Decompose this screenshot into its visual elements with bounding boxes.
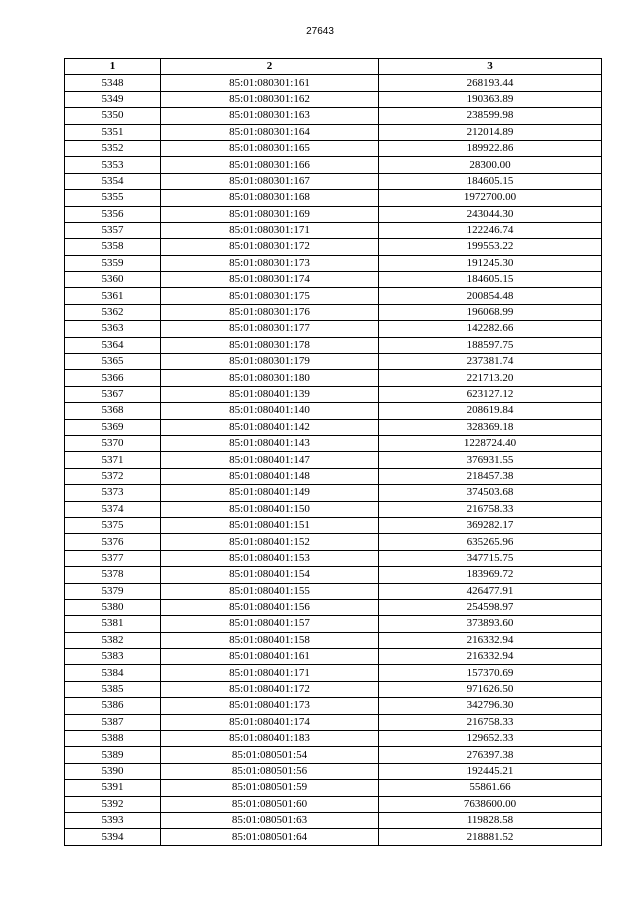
row-number-cell: 5366	[65, 370, 161, 386]
cadastral-number-cell: 85:01:080401:183	[161, 731, 379, 747]
cadastral-value-cell: 190363.89	[379, 91, 602, 107]
cadastral-value-cell: 254598.97	[379, 599, 602, 615]
table-row	[65, 550, 602, 566]
table-row	[65, 354, 602, 370]
cadastral-number-cell: 85:01:080401:171	[161, 665, 379, 681]
cadastral-value-cell: 196068.99	[379, 304, 602, 320]
row-number-cell: 5390	[65, 763, 161, 779]
table-row	[65, 337, 602, 353]
cadastral-number-cell: 85:01:080401:149	[161, 485, 379, 501]
table-row	[65, 812, 602, 828]
cadastral-value-cell: 347715.75	[379, 550, 602, 566]
cadastral-number-cell: 85:01:080301:179	[161, 354, 379, 370]
row-number-cell: 5367	[65, 386, 161, 402]
cadastral-number-cell: 85:01:080301:180	[161, 370, 379, 386]
table-row	[65, 649, 602, 665]
cadastral-number-cell: 85:01:080301:171	[161, 222, 379, 238]
cadastral-value-cell: 189922.86	[379, 140, 602, 156]
row-number-cell: 5377	[65, 550, 161, 566]
cadastral-value-cell: 208619.84	[379, 403, 602, 419]
table-row	[65, 124, 602, 140]
table-row	[65, 714, 602, 730]
cadastral-value-cell: 221713.20	[379, 370, 602, 386]
table-row	[65, 190, 602, 206]
cadastral-value-cell: 183969.72	[379, 567, 602, 583]
cadastral-value-cell: 268193.44	[379, 75, 602, 91]
row-number-cell: 5394	[65, 829, 161, 845]
cadastral-number-cell: 85:01:080401:150	[161, 501, 379, 517]
table-row	[65, 681, 602, 697]
table-row	[65, 288, 602, 304]
cadastral-value-cell: 184605.15	[379, 272, 602, 288]
row-number-cell: 5372	[65, 468, 161, 484]
cadastral-value-cell: 243044.30	[379, 206, 602, 222]
cadastral-value-cell: 218457.38	[379, 468, 602, 484]
row-number-cell: 5354	[65, 173, 161, 189]
cadastral-value-cell: 188597.75	[379, 337, 602, 353]
cadastral-number-cell: 85:01:080401:140	[161, 403, 379, 419]
cadastral-number-cell: 85:01:080401:143	[161, 435, 379, 451]
row-number-cell: 5386	[65, 698, 161, 714]
table-row	[65, 517, 602, 533]
row-number-cell: 5368	[65, 403, 161, 419]
table-row	[65, 665, 602, 681]
cadastral-value-cell: 192445.21	[379, 763, 602, 779]
header-row	[65, 59, 602, 75]
cadastral-number-cell: 85:01:080301:173	[161, 255, 379, 271]
table-row	[65, 583, 602, 599]
cadastral-number-cell: 85:01:080301:164	[161, 124, 379, 140]
cadastral-number-cell: 85:01:080501:54	[161, 747, 379, 763]
table-row	[65, 796, 602, 812]
table-row	[65, 403, 602, 419]
row-number-cell: 5355	[65, 190, 161, 206]
cadastral-value-cell: 1972700.00	[379, 190, 602, 206]
cadastral-value-cell: 191245.30	[379, 255, 602, 271]
cadastral-value-cell: 1228724.40	[379, 435, 602, 451]
table-row	[65, 485, 602, 501]
table-header	[65, 59, 602, 75]
column-header-3: 3	[379, 59, 602, 75]
cadastral-value-cell: 971626.50	[379, 681, 602, 697]
row-number-cell: 5360	[65, 272, 161, 288]
cadastral-value-cell: 157370.69	[379, 665, 602, 681]
table-row	[65, 91, 602, 107]
table-row	[65, 255, 602, 271]
row-number-cell: 5383	[65, 649, 161, 665]
cadastral-value-cell: 7638600.00	[379, 796, 602, 812]
cadastral-number-cell: 85:01:080401:154	[161, 567, 379, 583]
cadastral-value-cell: 216332.94	[379, 632, 602, 648]
cadastral-number-cell: 85:01:080401:139	[161, 386, 379, 402]
table-row	[65, 108, 602, 124]
row-number-cell: 5384	[65, 665, 161, 681]
cadastral-number-cell: 85:01:080401:161	[161, 649, 379, 665]
table-row	[65, 75, 602, 91]
column-header-1: 1	[65, 59, 161, 75]
cadastral-number-cell: 85:01:080501:64	[161, 829, 379, 845]
cadastral-value-cell: 122246.74	[379, 222, 602, 238]
table-row	[65, 370, 602, 386]
cadastral-value-cell: 623127.12	[379, 386, 602, 402]
column-header-2: 2	[161, 59, 379, 75]
cadastral-value-cell: 55861.66	[379, 780, 602, 796]
cadastral-number-cell: 85:01:080301:166	[161, 157, 379, 173]
table-row	[65, 501, 602, 517]
table-row	[65, 206, 602, 222]
row-number-cell: 5376	[65, 534, 161, 550]
row-number-cell: 5359	[65, 255, 161, 271]
cadastral-value-cell: 216758.33	[379, 501, 602, 517]
cadastral-number-cell: 85:01:080401:151	[161, 517, 379, 533]
cadastral-number-cell: 85:01:080401:156	[161, 599, 379, 615]
table-row	[65, 698, 602, 714]
row-number-cell: 5348	[65, 75, 161, 91]
row-number-cell: 5349	[65, 91, 161, 107]
table-body	[65, 75, 602, 845]
table-row	[65, 829, 602, 845]
cadastral-value-cell: 373893.60	[379, 616, 602, 632]
cadastral-number-cell: 85:01:080401:158	[161, 632, 379, 648]
cadastral-value-cell: 216758.33	[379, 714, 602, 730]
row-number-cell: 5375	[65, 517, 161, 533]
row-number-cell: 5389	[65, 747, 161, 763]
cadastral-number-cell: 85:01:080301:177	[161, 321, 379, 337]
table-row	[65, 780, 602, 796]
row-number-cell: 5385	[65, 681, 161, 697]
row-number-cell: 5379	[65, 583, 161, 599]
cadastral-value-cell: 238599.98	[379, 108, 602, 124]
row-number-cell: 5381	[65, 616, 161, 632]
cadastral-number-cell: 85:01:080501:56	[161, 763, 379, 779]
cadastral-number-cell: 85:01:080501:59	[161, 780, 379, 796]
row-number-cell: 5378	[65, 567, 161, 583]
cadastral-number-cell: 85:01:080401:153	[161, 550, 379, 566]
cadastral-number-cell: 85:01:080401:155	[161, 583, 379, 599]
table-row	[65, 435, 602, 451]
cadastral-value-cell: 376931.55	[379, 452, 602, 468]
cadastral-value-table	[64, 58, 602, 846]
row-number-cell: 5393	[65, 812, 161, 828]
cadastral-number-cell: 85:01:080301:172	[161, 239, 379, 255]
row-number-cell: 5391	[65, 780, 161, 796]
cadastral-number-cell: 85:01:080401:172	[161, 681, 379, 697]
table-row	[65, 419, 602, 435]
row-number-cell: 5364	[65, 337, 161, 353]
cadastral-number-cell: 85:01:080301:161	[161, 75, 379, 91]
row-number-cell: 5350	[65, 108, 161, 124]
table-row	[65, 567, 602, 583]
cadastral-number-cell: 85:01:080501:60	[161, 796, 379, 812]
page-number: 27643	[306, 26, 334, 37]
row-number-cell: 5371	[65, 452, 161, 468]
row-number-cell: 5361	[65, 288, 161, 304]
table-row	[65, 321, 602, 337]
cadastral-value-cell: 342796.30	[379, 698, 602, 714]
table-row	[65, 599, 602, 615]
cadastral-number-cell: 85:01:080301:174	[161, 272, 379, 288]
cadastral-number-cell: 85:01:080301:178	[161, 337, 379, 353]
row-number-cell: 5382	[65, 632, 161, 648]
table-row	[65, 632, 602, 648]
row-number-cell: 5362	[65, 304, 161, 320]
row-number-cell: 5392	[65, 796, 161, 812]
cadastral-value-cell: 218881.52	[379, 829, 602, 845]
cadastral-number-cell: 85:01:080301:165	[161, 140, 379, 156]
cadastral-number-cell: 85:01:080401:142	[161, 419, 379, 435]
row-number-cell: 5370	[65, 435, 161, 451]
cadastral-value-cell: 199553.22	[379, 239, 602, 255]
row-number-cell: 5363	[65, 321, 161, 337]
table-row	[65, 534, 602, 550]
table-row	[65, 616, 602, 632]
cadastral-number-cell: 85:01:080301:176	[161, 304, 379, 320]
row-number-cell: 5369	[65, 419, 161, 435]
cadastral-value-cell: 212014.89	[379, 124, 602, 140]
cadastral-value-cell: 200854.48	[379, 288, 602, 304]
table-row	[65, 157, 602, 173]
cadastral-number-cell: 85:01:080301:163	[161, 108, 379, 124]
cadastral-number-cell: 85:01:080301:168	[161, 190, 379, 206]
cadastral-value-cell: 237381.74	[379, 354, 602, 370]
cadastral-number-cell: 85:01:080501:63	[161, 812, 379, 828]
table-row	[65, 239, 602, 255]
row-number-cell: 5374	[65, 501, 161, 517]
cadastral-value-cell: 374503.68	[379, 485, 602, 501]
cadastral-value-cell: 119828.58	[379, 812, 602, 828]
table-row	[65, 272, 602, 288]
row-number-cell: 5358	[65, 239, 161, 255]
row-number-cell: 5380	[65, 599, 161, 615]
cadastral-number-cell: 85:01:080301:167	[161, 173, 379, 189]
table-row	[65, 386, 602, 402]
row-number-cell: 5353	[65, 157, 161, 173]
table-row	[65, 304, 602, 320]
cadastral-number-cell: 85:01:080301:162	[161, 91, 379, 107]
row-number-cell: 5357	[65, 222, 161, 238]
row-number-cell: 5373	[65, 485, 161, 501]
cadastral-value-cell: 28300.00	[379, 157, 602, 173]
row-number-cell: 5352	[65, 140, 161, 156]
cadastral-value-cell: 635265.96	[379, 534, 602, 550]
row-number-cell: 5365	[65, 354, 161, 370]
table-row	[65, 222, 602, 238]
cadastral-value-cell: 426477.91	[379, 583, 602, 599]
cadastral-value-cell: 276397.38	[379, 747, 602, 763]
row-number-cell: 5387	[65, 714, 161, 730]
cadastral-number-cell: 85:01:080301:169	[161, 206, 379, 222]
cadastral-value-cell: 369282.17	[379, 517, 602, 533]
cadastral-number-cell: 85:01:080401:157	[161, 616, 379, 632]
cadastral-number-cell: 85:01:080401:152	[161, 534, 379, 550]
cadastral-value-cell: 216332.94	[379, 649, 602, 665]
table-row	[65, 747, 602, 763]
table-row	[65, 763, 602, 779]
cadastral-value-cell: 129652.33	[379, 731, 602, 747]
cadastral-value-cell: 184605.15	[379, 173, 602, 189]
table-row	[65, 173, 602, 189]
cadastral-number-cell: 85:01:080401:174	[161, 714, 379, 730]
row-number-cell: 5351	[65, 124, 161, 140]
table-row	[65, 731, 602, 747]
table-row	[65, 468, 602, 484]
table-row	[65, 140, 602, 156]
row-number-cell: 5356	[65, 206, 161, 222]
row-number-cell: 5388	[65, 731, 161, 747]
cadastral-value-cell: 142282.66	[379, 321, 602, 337]
cadastral-number-cell: 85:01:080401:147	[161, 452, 379, 468]
table-row	[65, 452, 602, 468]
cadastral-value-cell: 328369.18	[379, 419, 602, 435]
cadastral-number-cell: 85:01:080301:175	[161, 288, 379, 304]
cadastral-number-cell: 85:01:080401:148	[161, 468, 379, 484]
cadastral-number-cell: 85:01:080401:173	[161, 698, 379, 714]
